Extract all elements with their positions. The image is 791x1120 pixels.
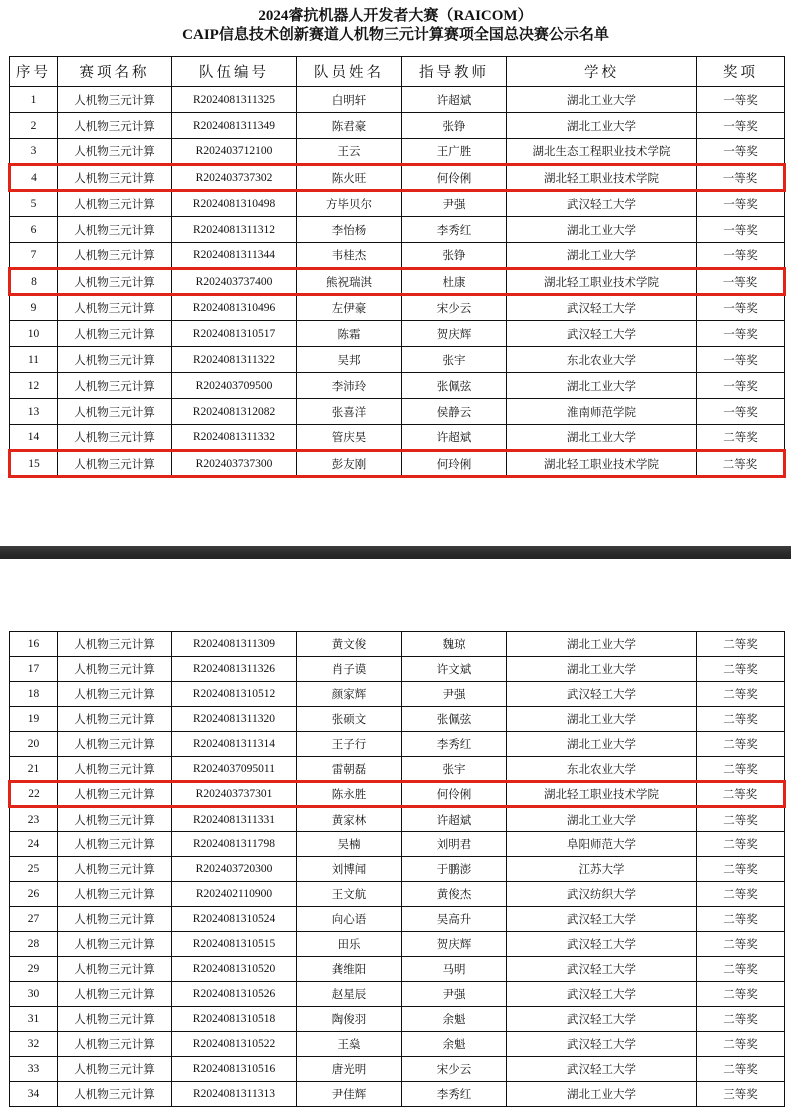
cell-award: 二等奖 bbox=[697, 832, 785, 857]
column-header-no: 序号 bbox=[10, 57, 58, 87]
cell-member: 陈永胜 bbox=[297, 782, 402, 807]
cell-member: 陈火旺 bbox=[297, 165, 402, 191]
cell-no: 11 bbox=[10, 347, 58, 373]
table-row bbox=[10, 757, 785, 782]
cell-event: 人机物三元计算 bbox=[58, 732, 172, 757]
cell-teacher: 许文斌 bbox=[402, 657, 507, 682]
cell-event: 人机物三元计算 bbox=[58, 907, 172, 932]
table-row bbox=[10, 732, 785, 757]
cell-no: 4 bbox=[10, 165, 58, 191]
cell-award: 二等奖 bbox=[697, 707, 785, 732]
cell-team-id: R202403737300 bbox=[172, 451, 297, 477]
cell-teacher: 于鹏澎 bbox=[402, 857, 507, 882]
cell-no: 14 bbox=[10, 425, 58, 451]
cell-teacher: 张佩弦 bbox=[402, 707, 507, 732]
cell-school: 武汉轻工大学 bbox=[507, 191, 697, 217]
cell-team-id: R202403737400 bbox=[172, 269, 297, 295]
table-row bbox=[10, 295, 785, 321]
cell-award: 一等奖 bbox=[697, 191, 785, 217]
cell-school: 湖北工业大学 bbox=[507, 657, 697, 682]
cell-school: 湖北工业大学 bbox=[507, 1082, 697, 1107]
cell-award: 二等奖 bbox=[697, 807, 785, 832]
cell-event: 人机物三元计算 bbox=[58, 425, 172, 451]
cell-teacher: 张铮 bbox=[402, 243, 507, 269]
cell-team-id: R2024081310517 bbox=[172, 321, 297, 347]
cell-event: 人机物三元计算 bbox=[58, 113, 172, 139]
cell-school: 东北农业大学 bbox=[507, 347, 697, 373]
cell-member: 张硕文 bbox=[297, 707, 402, 732]
column-header-teacher: 指导教师 bbox=[402, 57, 507, 87]
cell-school: 江苏大学 bbox=[507, 857, 697, 882]
cell-event: 人机物三元计算 bbox=[58, 1007, 172, 1032]
results-table-section-2 bbox=[0, 631, 791, 1107]
cell-event: 人机物三元计算 bbox=[58, 982, 172, 1007]
table-row bbox=[10, 139, 785, 165]
cell-team-id: R2024081310520 bbox=[172, 957, 297, 982]
cell-event: 人机物三元计算 bbox=[58, 87, 172, 113]
cell-member: 彭友刚 bbox=[297, 451, 402, 477]
cell-member: 陈霜 bbox=[297, 321, 402, 347]
table-row bbox=[10, 425, 785, 451]
table-row bbox=[10, 907, 785, 932]
cell-teacher: 余魁 bbox=[402, 1032, 507, 1057]
table-row bbox=[10, 807, 785, 832]
cell-teacher: 杜康 bbox=[402, 269, 507, 295]
cell-teacher: 刘明君 bbox=[402, 832, 507, 857]
cell-member: 向心语 bbox=[297, 907, 402, 932]
results-table-section-1 bbox=[0, 56, 791, 478]
cell-award: 二等奖 bbox=[697, 425, 785, 451]
cell-teacher: 宋少云 bbox=[402, 1057, 507, 1082]
cell-event: 人机物三元计算 bbox=[58, 882, 172, 907]
cell-member: 白明轩 bbox=[297, 87, 402, 113]
cell-team-id: R202403709500 bbox=[172, 373, 297, 399]
cell-award: 二等奖 bbox=[697, 682, 785, 707]
cell-school: 武汉轻工大学 bbox=[507, 1057, 697, 1082]
cell-teacher: 李秀红 bbox=[402, 217, 507, 243]
cell-teacher: 许超斌 bbox=[402, 87, 507, 113]
cell-school: 武汉轻工大学 bbox=[507, 982, 697, 1007]
cell-teacher: 贺庆辉 bbox=[402, 932, 507, 957]
cell-school: 湖北工业大学 bbox=[507, 425, 697, 451]
cell-team-id: R2024081311325 bbox=[172, 87, 297, 113]
cell-no: 7 bbox=[10, 243, 58, 269]
cell-teacher: 何玲俐 bbox=[402, 451, 507, 477]
cell-event: 人机物三元计算 bbox=[58, 857, 172, 882]
cell-team-id: R2024081310522 bbox=[172, 1032, 297, 1057]
cell-school: 湖北轻工职业技术学院 bbox=[507, 269, 697, 295]
cell-no: 29 bbox=[10, 957, 58, 982]
cell-teacher: 李秀红 bbox=[402, 732, 507, 757]
results-table-page2 bbox=[8, 631, 786, 1107]
cell-team-id: R2024081311314 bbox=[172, 732, 297, 757]
cell-award: 二等奖 bbox=[697, 882, 785, 907]
cell-no: 24 bbox=[10, 832, 58, 857]
column-header-school: 学校 bbox=[507, 57, 697, 87]
cell-no: 33 bbox=[10, 1057, 58, 1082]
cell-no: 19 bbox=[10, 707, 58, 732]
cell-team-id: R2024037095011 bbox=[172, 757, 297, 782]
cell-team-id: R2024081311332 bbox=[172, 425, 297, 451]
cell-teacher: 尹强 bbox=[402, 191, 507, 217]
cell-event: 人机物三元计算 bbox=[58, 632, 172, 657]
cell-team-id: R202403737301 bbox=[172, 782, 297, 807]
cell-school: 湖北工业大学 bbox=[507, 113, 697, 139]
cell-teacher: 许超斌 bbox=[402, 807, 507, 832]
cell-no: 34 bbox=[10, 1082, 58, 1107]
cell-award: 二等奖 bbox=[697, 451, 785, 477]
table-row bbox=[10, 373, 785, 399]
cell-teacher: 黄俊杰 bbox=[402, 882, 507, 907]
table-row bbox=[10, 451, 785, 477]
cell-teacher: 张宇 bbox=[402, 347, 507, 373]
cell-no: 1 bbox=[10, 87, 58, 113]
cell-team-id: R2024081311309 bbox=[172, 632, 297, 657]
cell-event: 人机物三元计算 bbox=[58, 1057, 172, 1082]
cell-event: 人机物三元计算 bbox=[58, 782, 172, 807]
cell-award: 一等奖 bbox=[697, 373, 785, 399]
cell-team-id: R2024081311326 bbox=[172, 657, 297, 682]
cell-member: 陈君豪 bbox=[297, 113, 402, 139]
cell-no: 9 bbox=[10, 295, 58, 321]
table-row bbox=[10, 243, 785, 269]
table-row bbox=[10, 347, 785, 373]
cell-member: 王燊 bbox=[297, 1032, 402, 1057]
cell-no: 32 bbox=[10, 1032, 58, 1057]
cell-member: 黄家林 bbox=[297, 807, 402, 832]
cell-event: 人机物三元计算 bbox=[58, 269, 172, 295]
cell-team-id: R2024081311798 bbox=[172, 832, 297, 857]
cell-award: 一等奖 bbox=[697, 113, 785, 139]
cell-school: 湖北轻工职业技术学院 bbox=[507, 782, 697, 807]
cell-teacher: 李秀红 bbox=[402, 1082, 507, 1107]
cell-teacher: 贺庆辉 bbox=[402, 321, 507, 347]
cell-event: 人机物三元计算 bbox=[58, 347, 172, 373]
cell-award: 一等奖 bbox=[697, 139, 785, 165]
table-row bbox=[10, 707, 785, 732]
cell-event: 人机物三元计算 bbox=[58, 373, 172, 399]
cell-team-id: R202403737302 bbox=[172, 165, 297, 191]
cell-school: 淮南师范学院 bbox=[507, 399, 697, 425]
table-row bbox=[10, 165, 785, 191]
table-row bbox=[10, 857, 785, 882]
cell-no: 25 bbox=[10, 857, 58, 882]
cell-event: 人机物三元计算 bbox=[58, 321, 172, 347]
cell-teacher: 侯静云 bbox=[402, 399, 507, 425]
cell-school: 湖北生态工程职业技术学院 bbox=[507, 139, 697, 165]
cell-award: 一等奖 bbox=[697, 321, 785, 347]
cell-award: 二等奖 bbox=[697, 932, 785, 957]
cell-no: 16 bbox=[10, 632, 58, 657]
cell-team-id: R2024081310518 bbox=[172, 1007, 297, 1032]
cell-award: 一等奖 bbox=[697, 87, 785, 113]
cell-award: 一等奖 bbox=[697, 217, 785, 243]
cell-award: 二等奖 bbox=[697, 957, 785, 982]
cell-award: 二等奖 bbox=[697, 1032, 785, 1057]
cell-award: 一等奖 bbox=[697, 269, 785, 295]
cell-event: 人机物三元计算 bbox=[58, 707, 172, 732]
table-row bbox=[10, 1057, 785, 1082]
cell-team-id: R2024081310516 bbox=[172, 1057, 297, 1082]
cell-award: 三等奖 bbox=[697, 1082, 785, 1107]
table-row bbox=[10, 832, 785, 857]
cell-school: 湖北轻工职业技术学院 bbox=[507, 165, 697, 191]
table-row bbox=[10, 1007, 785, 1032]
cell-teacher: 何伶俐 bbox=[402, 165, 507, 191]
results-table-page1 bbox=[8, 56, 786, 478]
cell-school: 湖北工业大学 bbox=[507, 632, 697, 657]
table-row bbox=[10, 1082, 785, 1107]
cell-no: 2 bbox=[10, 113, 58, 139]
cell-teacher: 何伶俐 bbox=[402, 782, 507, 807]
cell-school: 东北农业大学 bbox=[507, 757, 697, 782]
cell-award: 二等奖 bbox=[697, 982, 785, 1007]
cell-member: 李怡杨 bbox=[297, 217, 402, 243]
cell-event: 人机物三元计算 bbox=[58, 657, 172, 682]
cell-award: 二等奖 bbox=[697, 657, 785, 682]
cell-event: 人机物三元计算 bbox=[58, 217, 172, 243]
column-header-member: 队员姓名 bbox=[297, 57, 402, 87]
cell-member: 王子行 bbox=[297, 732, 402, 757]
cell-team-id: R2024081312082 bbox=[172, 399, 297, 425]
cell-teacher: 余魁 bbox=[402, 1007, 507, 1032]
cell-team-id: R202403712100 bbox=[172, 139, 297, 165]
cell-no: 23 bbox=[10, 807, 58, 832]
cell-event: 人机物三元计算 bbox=[58, 295, 172, 321]
cell-no: 13 bbox=[10, 399, 58, 425]
cell-teacher: 吴高升 bbox=[402, 907, 507, 932]
table-row bbox=[10, 1032, 785, 1057]
cell-award: 二等奖 bbox=[697, 782, 785, 807]
cell-school: 武汉轻工大学 bbox=[507, 1007, 697, 1032]
cell-school: 武汉轻工大学 bbox=[507, 957, 697, 982]
cell-team-id: R2024081311313 bbox=[172, 1082, 297, 1107]
cell-event: 人机物三元计算 bbox=[58, 832, 172, 857]
table-row bbox=[10, 87, 785, 113]
cell-member: 吴邦 bbox=[297, 347, 402, 373]
cell-no: 8 bbox=[10, 269, 58, 295]
cell-teacher: 尹强 bbox=[402, 982, 507, 1007]
cell-award: 一等奖 bbox=[697, 243, 785, 269]
cell-member: 唐光明 bbox=[297, 1057, 402, 1082]
cell-no: 30 bbox=[10, 982, 58, 1007]
table-row bbox=[10, 191, 785, 217]
cell-event: 人机物三元计算 bbox=[58, 399, 172, 425]
cell-member: 王文航 bbox=[297, 882, 402, 907]
cell-teacher: 王广胜 bbox=[402, 139, 507, 165]
cell-team-id: R2024081310515 bbox=[172, 932, 297, 957]
table-row bbox=[10, 269, 785, 295]
cell-award: 二等奖 bbox=[697, 907, 785, 932]
cell-award: 二等奖 bbox=[697, 632, 785, 657]
cell-member: 方毕贝尔 bbox=[297, 191, 402, 217]
cell-member: 肖子谟 bbox=[297, 657, 402, 682]
cell-member: 李沛玲 bbox=[297, 373, 402, 399]
cell-no: 5 bbox=[10, 191, 58, 217]
cell-award: 二等奖 bbox=[697, 732, 785, 757]
cell-award: 一等奖 bbox=[697, 295, 785, 321]
cell-no: 20 bbox=[10, 732, 58, 757]
cell-teacher: 许超斌 bbox=[402, 425, 507, 451]
page-subtitle: CAIP信息技术创新赛道人机物三元计算赛项全国总决赛公示名单 bbox=[182, 27, 609, 43]
cell-school: 湖北工业大学 bbox=[507, 373, 697, 399]
cell-award: 一等奖 bbox=[697, 165, 785, 191]
cell-team-id: R2024081310512 bbox=[172, 682, 297, 707]
cell-event: 人机物三元计算 bbox=[58, 451, 172, 477]
cell-no: 10 bbox=[10, 321, 58, 347]
cell-no: 15 bbox=[10, 451, 58, 477]
cell-event: 人机物三元计算 bbox=[58, 139, 172, 165]
cell-member: 尹佳辉 bbox=[297, 1082, 402, 1107]
cell-event: 人机物三元计算 bbox=[58, 932, 172, 957]
cell-no: 22 bbox=[10, 782, 58, 807]
table-row bbox=[10, 399, 785, 425]
cell-teacher: 马明 bbox=[402, 957, 507, 982]
cell-team-id: R2024081310524 bbox=[172, 907, 297, 932]
cell-member: 田乐 bbox=[297, 932, 402, 957]
cell-team-id: R202402110900 bbox=[172, 882, 297, 907]
cell-team-id: R2024081310526 bbox=[172, 982, 297, 1007]
cell-school: 湖北工业大学 bbox=[507, 707, 697, 732]
cell-award: 二等奖 bbox=[697, 757, 785, 782]
cell-event: 人机物三元计算 bbox=[58, 1082, 172, 1107]
cell-no: 21 bbox=[10, 757, 58, 782]
cell-team-id: R2024081311349 bbox=[172, 113, 297, 139]
table-row bbox=[10, 882, 785, 907]
cell-school: 武汉纺织大学 bbox=[507, 882, 697, 907]
cell-school: 湖北轻工职业技术学院 bbox=[507, 451, 697, 477]
cell-member: 刘博闻 bbox=[297, 857, 402, 882]
cell-team-id: R2024081311344 bbox=[172, 243, 297, 269]
cell-no: 18 bbox=[10, 682, 58, 707]
cell-event: 人机物三元计算 bbox=[58, 1032, 172, 1057]
cell-event: 人机物三元计算 bbox=[58, 682, 172, 707]
column-header-award: 奖项 bbox=[697, 57, 785, 87]
cell-school: 湖北工业大学 bbox=[507, 243, 697, 269]
cell-team-id: R2024081310496 bbox=[172, 295, 297, 321]
cell-team-id: R2024081311331 bbox=[172, 807, 297, 832]
cell-member: 管庆昊 bbox=[297, 425, 402, 451]
cell-member: 颜家辉 bbox=[297, 682, 402, 707]
cell-school: 武汉轻工大学 bbox=[507, 932, 697, 957]
table-row bbox=[10, 682, 785, 707]
cell-school: 湖北工业大学 bbox=[507, 732, 697, 757]
cell-award: 一等奖 bbox=[697, 347, 785, 373]
cell-teacher: 张铮 bbox=[402, 113, 507, 139]
cell-member: 赵星辰 bbox=[297, 982, 402, 1007]
cell-no: 28 bbox=[10, 932, 58, 957]
cell-no: 26 bbox=[10, 882, 58, 907]
cell-team-id: R2024081311320 bbox=[172, 707, 297, 732]
table-row bbox=[10, 321, 785, 347]
cell-member: 吴楠 bbox=[297, 832, 402, 857]
cell-teacher: 宋少云 bbox=[402, 295, 507, 321]
page-break-divider bbox=[0, 546, 791, 559]
cell-no: 12 bbox=[10, 373, 58, 399]
cell-member: 熊祝瑞淇 bbox=[297, 269, 402, 295]
cell-teacher: 张佩弦 bbox=[402, 373, 507, 399]
table-row bbox=[10, 782, 785, 807]
cell-school: 阜阳师范大学 bbox=[507, 832, 697, 857]
cell-team-id: R2024081311322 bbox=[172, 347, 297, 373]
cell-school: 武汉轻工大学 bbox=[507, 907, 697, 932]
cell-no: 31 bbox=[10, 1007, 58, 1032]
cell-award: 二等奖 bbox=[697, 1057, 785, 1082]
cell-member: 陶俊羽 bbox=[297, 1007, 402, 1032]
column-header-team-id: 队伍编号 bbox=[172, 57, 297, 87]
table-row bbox=[10, 957, 785, 982]
cell-event: 人机物三元计算 bbox=[58, 165, 172, 191]
table-row bbox=[10, 932, 785, 957]
cell-event: 人机物三元计算 bbox=[58, 243, 172, 269]
cell-school: 湖北工业大学 bbox=[507, 807, 697, 832]
cell-member: 左伊豪 bbox=[297, 295, 402, 321]
cell-no: 17 bbox=[10, 657, 58, 682]
cell-event: 人机物三元计算 bbox=[58, 957, 172, 982]
cell-teacher: 尹强 bbox=[402, 682, 507, 707]
cell-no: 6 bbox=[10, 217, 58, 243]
cell-event: 人机物三元计算 bbox=[58, 191, 172, 217]
cell-teacher: 魏琼 bbox=[402, 632, 507, 657]
page-title: 2024睿抗机器人开发者大赛（RAICOM） bbox=[258, 8, 533, 24]
cell-school: 武汉轻工大学 bbox=[507, 682, 697, 707]
cell-member: 张喜洋 bbox=[297, 399, 402, 425]
cell-member: 王云 bbox=[297, 139, 402, 165]
table-header-row bbox=[10, 57, 785, 87]
cell-school: 武汉轻工大学 bbox=[507, 295, 697, 321]
cell-member: 韦桂杰 bbox=[297, 243, 402, 269]
cell-no: 27 bbox=[10, 907, 58, 932]
table-row bbox=[10, 113, 785, 139]
table-row bbox=[10, 632, 785, 657]
cell-school: 武汉轻工大学 bbox=[507, 321, 697, 347]
table-row bbox=[10, 982, 785, 1007]
cell-member: 龚维阳 bbox=[297, 957, 402, 982]
cell-event: 人机物三元计算 bbox=[58, 757, 172, 782]
cell-event: 人机物三元计算 bbox=[58, 807, 172, 832]
cell-school: 湖北工业大学 bbox=[507, 217, 697, 243]
cell-award: 二等奖 bbox=[697, 857, 785, 882]
cell-member: 雷朝磊 bbox=[297, 757, 402, 782]
cell-team-id: R2024081310498 bbox=[172, 191, 297, 217]
cell-school: 武汉轻工大学 bbox=[507, 1032, 697, 1057]
table-row bbox=[10, 217, 785, 243]
cell-member: 黄文俊 bbox=[297, 632, 402, 657]
cell-award: 二等奖 bbox=[697, 1007, 785, 1032]
table-row bbox=[10, 657, 785, 682]
cell-school: 湖北工业大学 bbox=[507, 87, 697, 113]
cell-no: 3 bbox=[10, 139, 58, 165]
column-header-event: 赛项名称 bbox=[58, 57, 172, 87]
cell-team-id: R2024081311312 bbox=[172, 217, 297, 243]
cell-award: 一等奖 bbox=[697, 399, 785, 425]
cell-team-id: R202403720300 bbox=[172, 857, 297, 882]
cell-teacher: 张宇 bbox=[402, 757, 507, 782]
